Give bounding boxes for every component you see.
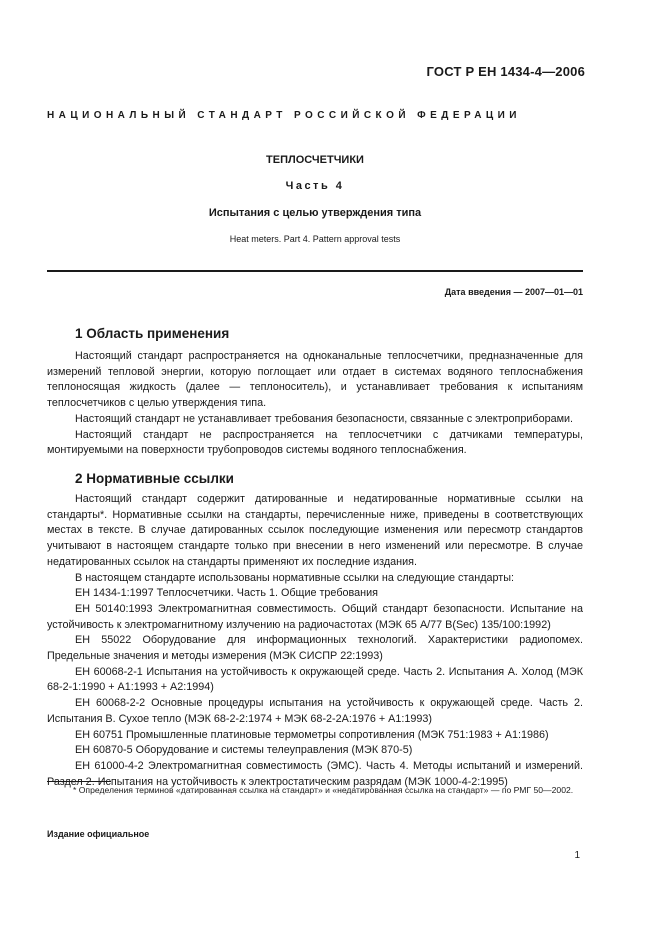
paragraph: Настоящий стандарт распространяется на одноканальные теплосчетчики, предназначенные для измерений тепловой энергии, которую поглощает или отдает в системах водяного теплоснабжения теплоносящая жидкость (далее — теплоноситель), и устанавливает требования к испытаниям теплосчетчиков с целью утверждения типа.: [47, 350, 583, 410]
reference-item: ЕН 55022 Оборудование для информационных технологий. Характеристики радиопомех. Предельные значения и методы измерения (МЭК СИСПР 22:1993): [47, 634, 583, 663]
footnote: [47, 784, 583, 797]
footnote-text: * Определения терминов «датированная ссылка на стандарт» и «недатированная ссылка на стандарт» — по РМГ 50—2002.: [73, 785, 574, 795]
reference-item: ЕН 60751 Промышленные платиновые термометры сопротивления (МЭК 751:1983 + А1:1986): [75, 728, 549, 741]
part-label: Часть 4: [285, 180, 345, 192]
document-subtitle: Испытания с целью утверждения типа: [208, 207, 422, 219]
paragraph: Настоящий стандарт не распространяется на теплосчетчики с датчиками температуры, монтируемыми на поверхности трубопроводов системы водяного теплоснабжения.: [47, 428, 583, 457]
page-number: 1: [574, 850, 580, 861]
paragraph: В настоящем стандарте использованы нормативные ссылки на следующие стандарты:: [75, 571, 514, 584]
edition-label: Издание официальное: [47, 829, 150, 839]
english-title: Heat meters. Part 4. Pattern approval tests: [229, 234, 401, 244]
reference-item: ЕН 60068-2-1 Испытания на устойчивость к окружающей среде. Часть 2. Испытания А. Холод (МЭК 68-2-1:1990 + А1:1993 + А2:1994): [47, 665, 583, 694]
reference-item: ЕН 50140:1993 Электромагнитная совместимость. Общий стандарт безопасности. Испытание на устойчивость к электромагнитному излучению на радиочастотах (МЭК 65 А/77 В(Sec) 135/100:1992): [47, 602, 583, 631]
title-divider: [47, 270, 583, 272]
reference-item: ЕН 1434-1:1997 Теплосчетчики. Часть 1. Общие требования: [75, 587, 378, 600]
reference-item: ЕН 60870-5 Оборудование и системы телеуправления (МЭК 870-5): [75, 744, 413, 757]
reference-item: ЕН 60068-2-2 Основные процедуры испытания на устойчивость к окружающей среде. Часть 2. Испытания В. Сухое тепло (МЭК 68-2-2:1974 + МЭК 68-2-2А:1976 + А1:1993): [47, 697, 583, 725]
introduction-date: Дата введения — 2007—01—01: [444, 287, 583, 297]
standard-banner: НАЦИОНАЛЬНЫЙ СТАНДАРТ РОССИЙСКОЙ ФЕДЕРАЦИИ: [47, 110, 521, 121]
section-1-body: [47, 349, 583, 459]
document-title: ТЕПЛОСЧЕТЧИКИ: [266, 154, 364, 166]
section-2-body: [47, 492, 583, 790]
document-id: ГОСТ Р ЕН 1434-4—2006: [426, 64, 585, 79]
paragraph: Настоящий стандарт содержит датированные и недатированные нормативные ссылки на стандарты*. Нормативные ссылки на стандарты, перечисленные ниже, приведены в соответствующих местах в тексте. В случае датированных ссылок последующие изменения или пересмотр стандартов учитывают в настоящем стандарте только при внесении в него изменений или пересмотре. В случае недатированных ссылок на стандарты применяют их последние издания.: [47, 493, 583, 568]
section-1-heading: 1 Область применения: [75, 326, 230, 341]
section-2-heading: 2 Нормативные ссылки: [75, 471, 234, 486]
footnote-separator: [47, 781, 111, 782]
reference-item: ЕН 61000-4-2 Электромагнитная совместимость (ЭМС). Часть 4. Методы испытаний и измерений. Раздел 2. Испытания на устойчивость к электростатическим разрядам (МЭК 1000-4-2:1995): [47, 759, 583, 788]
paragraph: Настоящий стандарт не устанавливает требования безопасности, связанные с электроприборами.: [75, 412, 574, 425]
